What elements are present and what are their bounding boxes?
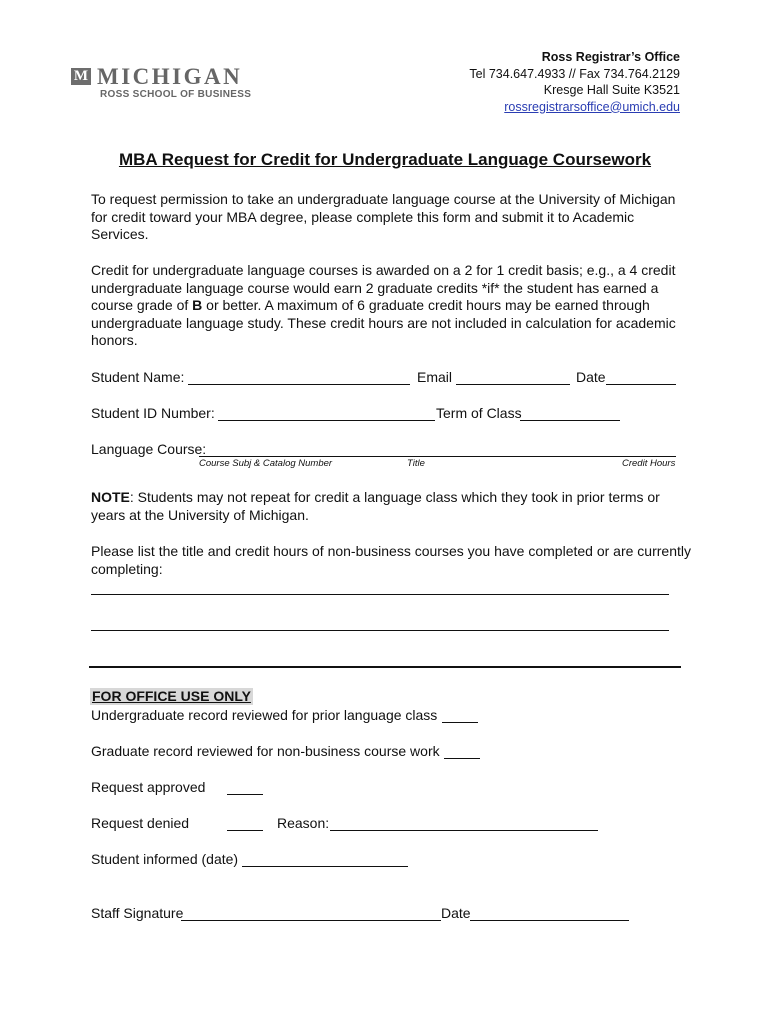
date-label: Date (576, 369, 606, 385)
student-name-label: Student Name: (91, 369, 185, 385)
course-subj-caption: Course Subj & Catalog Number (199, 458, 333, 469)
signature-date-label: Date (441, 905, 471, 921)
date-field[interactable] (606, 384, 676, 385)
request-denied-label: Request denied (91, 815, 190, 831)
intro-paragraph: To request permission to take an undergraduate language course at the University of Michigan for credit toward your MBA degree, please complete this form and submit it to Academic Services. (91, 191, 676, 242)
student-id-label: Student ID Number: (91, 405, 215, 421)
form-title: MBA Request for Credit for Undergraduate Language Coursework (118, 150, 652, 169)
request-approved-label: Request approved (91, 779, 206, 795)
credit-hours-caption: Credit Hours (622, 458, 676, 469)
reason-label: Reason: (277, 815, 330, 831)
request-denied-field[interactable] (227, 830, 263, 831)
student-id-field[interactable] (218, 420, 435, 421)
grad-review-field[interactable] (444, 758, 480, 759)
undergrad-review-field[interactable] (442, 722, 478, 723)
student-informed-field[interactable] (242, 866, 408, 867)
signature-date-field[interactable] (470, 920, 629, 921)
office-address: Kresge Hall Suite K3521 (543, 83, 680, 97)
course-list-prompt: Please list the title and credit hours of non-business courses you have completed or are currently completing: (91, 543, 691, 577)
note-paragraph: NOTE: Students may not repeat for credit a language class which they took in prior terms or years at the University of Michigan. (91, 489, 660, 523)
email-field[interactable] (456, 384, 570, 385)
logo-wordmark: MICHIGAN (97, 64, 243, 89)
grade-b: B (192, 297, 203, 313)
staff-signature-label: Staff Signature (91, 905, 184, 921)
logo-subtitle: ROSS SCHOOL OF BUSINESS (100, 89, 252, 100)
office-contact-block (469, 49, 680, 115)
note-label: NOTE (91, 489, 130, 505)
credit-policy-paragraph: Credit for undergraduate language courses is awarded on a 2 for 1 credit basis; e.g., a 4 credit undergraduate language course would earn 2 graduate credits *if* the student has earned a course grade of B or better. A maximum of 6 graduate credit hours may be earned through undergraduate language study. These credit hours are not included in calculation for academic honors. (91, 262, 676, 348)
language-course-label: Language Course: (91, 441, 207, 457)
request-approved-field[interactable] (227, 794, 263, 795)
language-course-field[interactable] (199, 456, 676, 457)
term-field[interactable] (520, 420, 620, 421)
course-list-line-1[interactable] (91, 594, 669, 595)
course-title-caption: Title (407, 458, 425, 469)
section-divider (89, 666, 681, 668)
staff-signature-field[interactable] (181, 920, 441, 921)
block-m-icon: M (71, 68, 91, 85)
course-list-line-2[interactable] (91, 630, 669, 631)
office-phone: Tel 734.647.4933 // Fax 734.764.2129 (469, 66, 680, 81)
term-label: Term of Class (436, 405, 522, 421)
office-email-link[interactable]: rossregistrarsoffice@umich.edu (504, 99, 680, 114)
student-name-field[interactable] (188, 384, 410, 385)
grad-review-label: Graduate record reviewed for non-business course work (91, 743, 440, 759)
undergrad-review-label: Undergraduate record reviewed for prior language class (91, 707, 438, 723)
reason-field[interactable] (330, 830, 598, 831)
student-informed-label: Student informed (date) (91, 851, 239, 867)
office-use-heading: FOR OFFICE USE ONLY (92, 688, 251, 704)
office-title: Ross Registrar’s Office (541, 50, 680, 64)
michigan-ross-logo (71, 66, 251, 100)
email-label: Email (417, 369, 453, 385)
